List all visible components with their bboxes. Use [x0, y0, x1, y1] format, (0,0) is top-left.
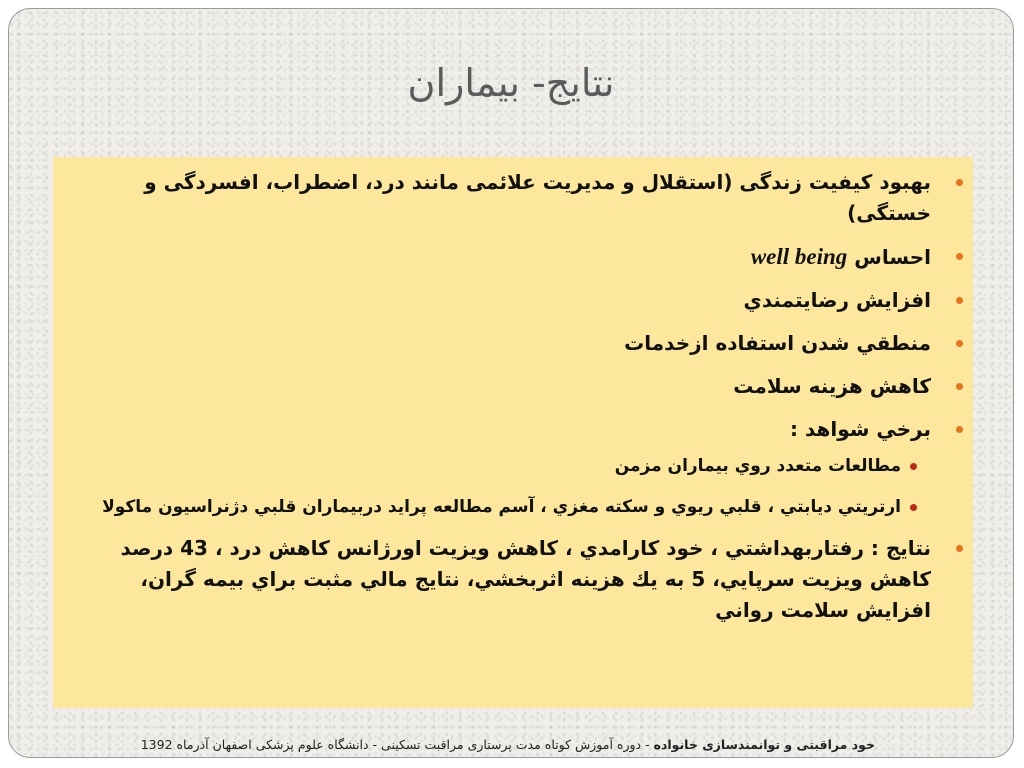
bullet-satisfaction	[71, 285, 945, 316]
sub-bullet-dot-icon	[910, 504, 917, 511]
bullet-results	[71, 533, 945, 626]
bullet-evidence	[71, 414, 945, 445]
sub-bullet-chronic-studies	[71, 451, 945, 482]
bullet-service-use	[71, 328, 945, 359]
bullet-text: كاهش هزينه سلامت	[733, 374, 931, 398]
slide-footer	[39, 737, 875, 752]
bullet-health-cost	[71, 371, 945, 402]
bullet-well-being	[71, 241, 945, 273]
bullet-quality-of-life	[71, 167, 945, 229]
content-box	[53, 157, 973, 708]
bullet-list	[71, 167, 945, 626]
bullet-text: نتايج : رفتاربهداشتي ، خود كارامدي ، كاهش ويزيت اورژانس كاهش درد ، 43 درصد كاهش ويزيت سرپايي، 5 به يك هزينه اثربخشي، نتايج مالي مثبت براي بيمه گران، افزايش سلامت رواني	[120, 536, 931, 622]
bullet-english-term: well being	[750, 244, 848, 269]
sub-bullet-dot-icon	[910, 463, 917, 470]
bullet-dot-icon	[956, 179, 963, 186]
footer-details: - دوره آموزش کوتاه مدت پرستاری مراقبت تسکینی - دانشگاه علوم پزشکی اصفهان آذرماه 1392	[140, 737, 654, 752]
bullet-dot-icon	[956, 340, 963, 347]
sub-bullet-conditions	[71, 492, 945, 523]
footer-title: خود مراقبتی و توانمندسازی خانواده	[653, 737, 875, 752]
sub-bullet-text: مطالعات متعدد روي بيماران مزمن	[614, 456, 901, 476]
bullet-dot-icon	[956, 383, 963, 390]
bullet-text: احساس	[854, 245, 931, 269]
bullet-dot-icon	[956, 426, 963, 433]
bullet-text: منطقي شدن استفاده ازخدمات	[624, 331, 931, 355]
bullet-dot-icon	[956, 545, 963, 552]
bullet-text: افزايش رضايتمندي	[743, 288, 931, 312]
slide-frame	[8, 8, 1014, 758]
bullet-text: بهبود کیفیت زندگی (استقلال و مدیریت علائمی مانند درد، اضطراب، افسردگی و خستگی)	[144, 170, 931, 225]
bullet-dot-icon	[956, 297, 963, 304]
bullet-dot-icon	[956, 253, 963, 260]
slide-title: نتايج- بيماران	[407, 61, 615, 105]
sub-bullet-text: ارتريتي ديابتي ، قلبي ريوي و سكته مغزي ، آسم مطالعه پرايد دربيماران قلبي دژنراسيون ماكولا	[102, 497, 901, 517]
bullet-text: برخي شواهد :	[789, 417, 931, 441]
